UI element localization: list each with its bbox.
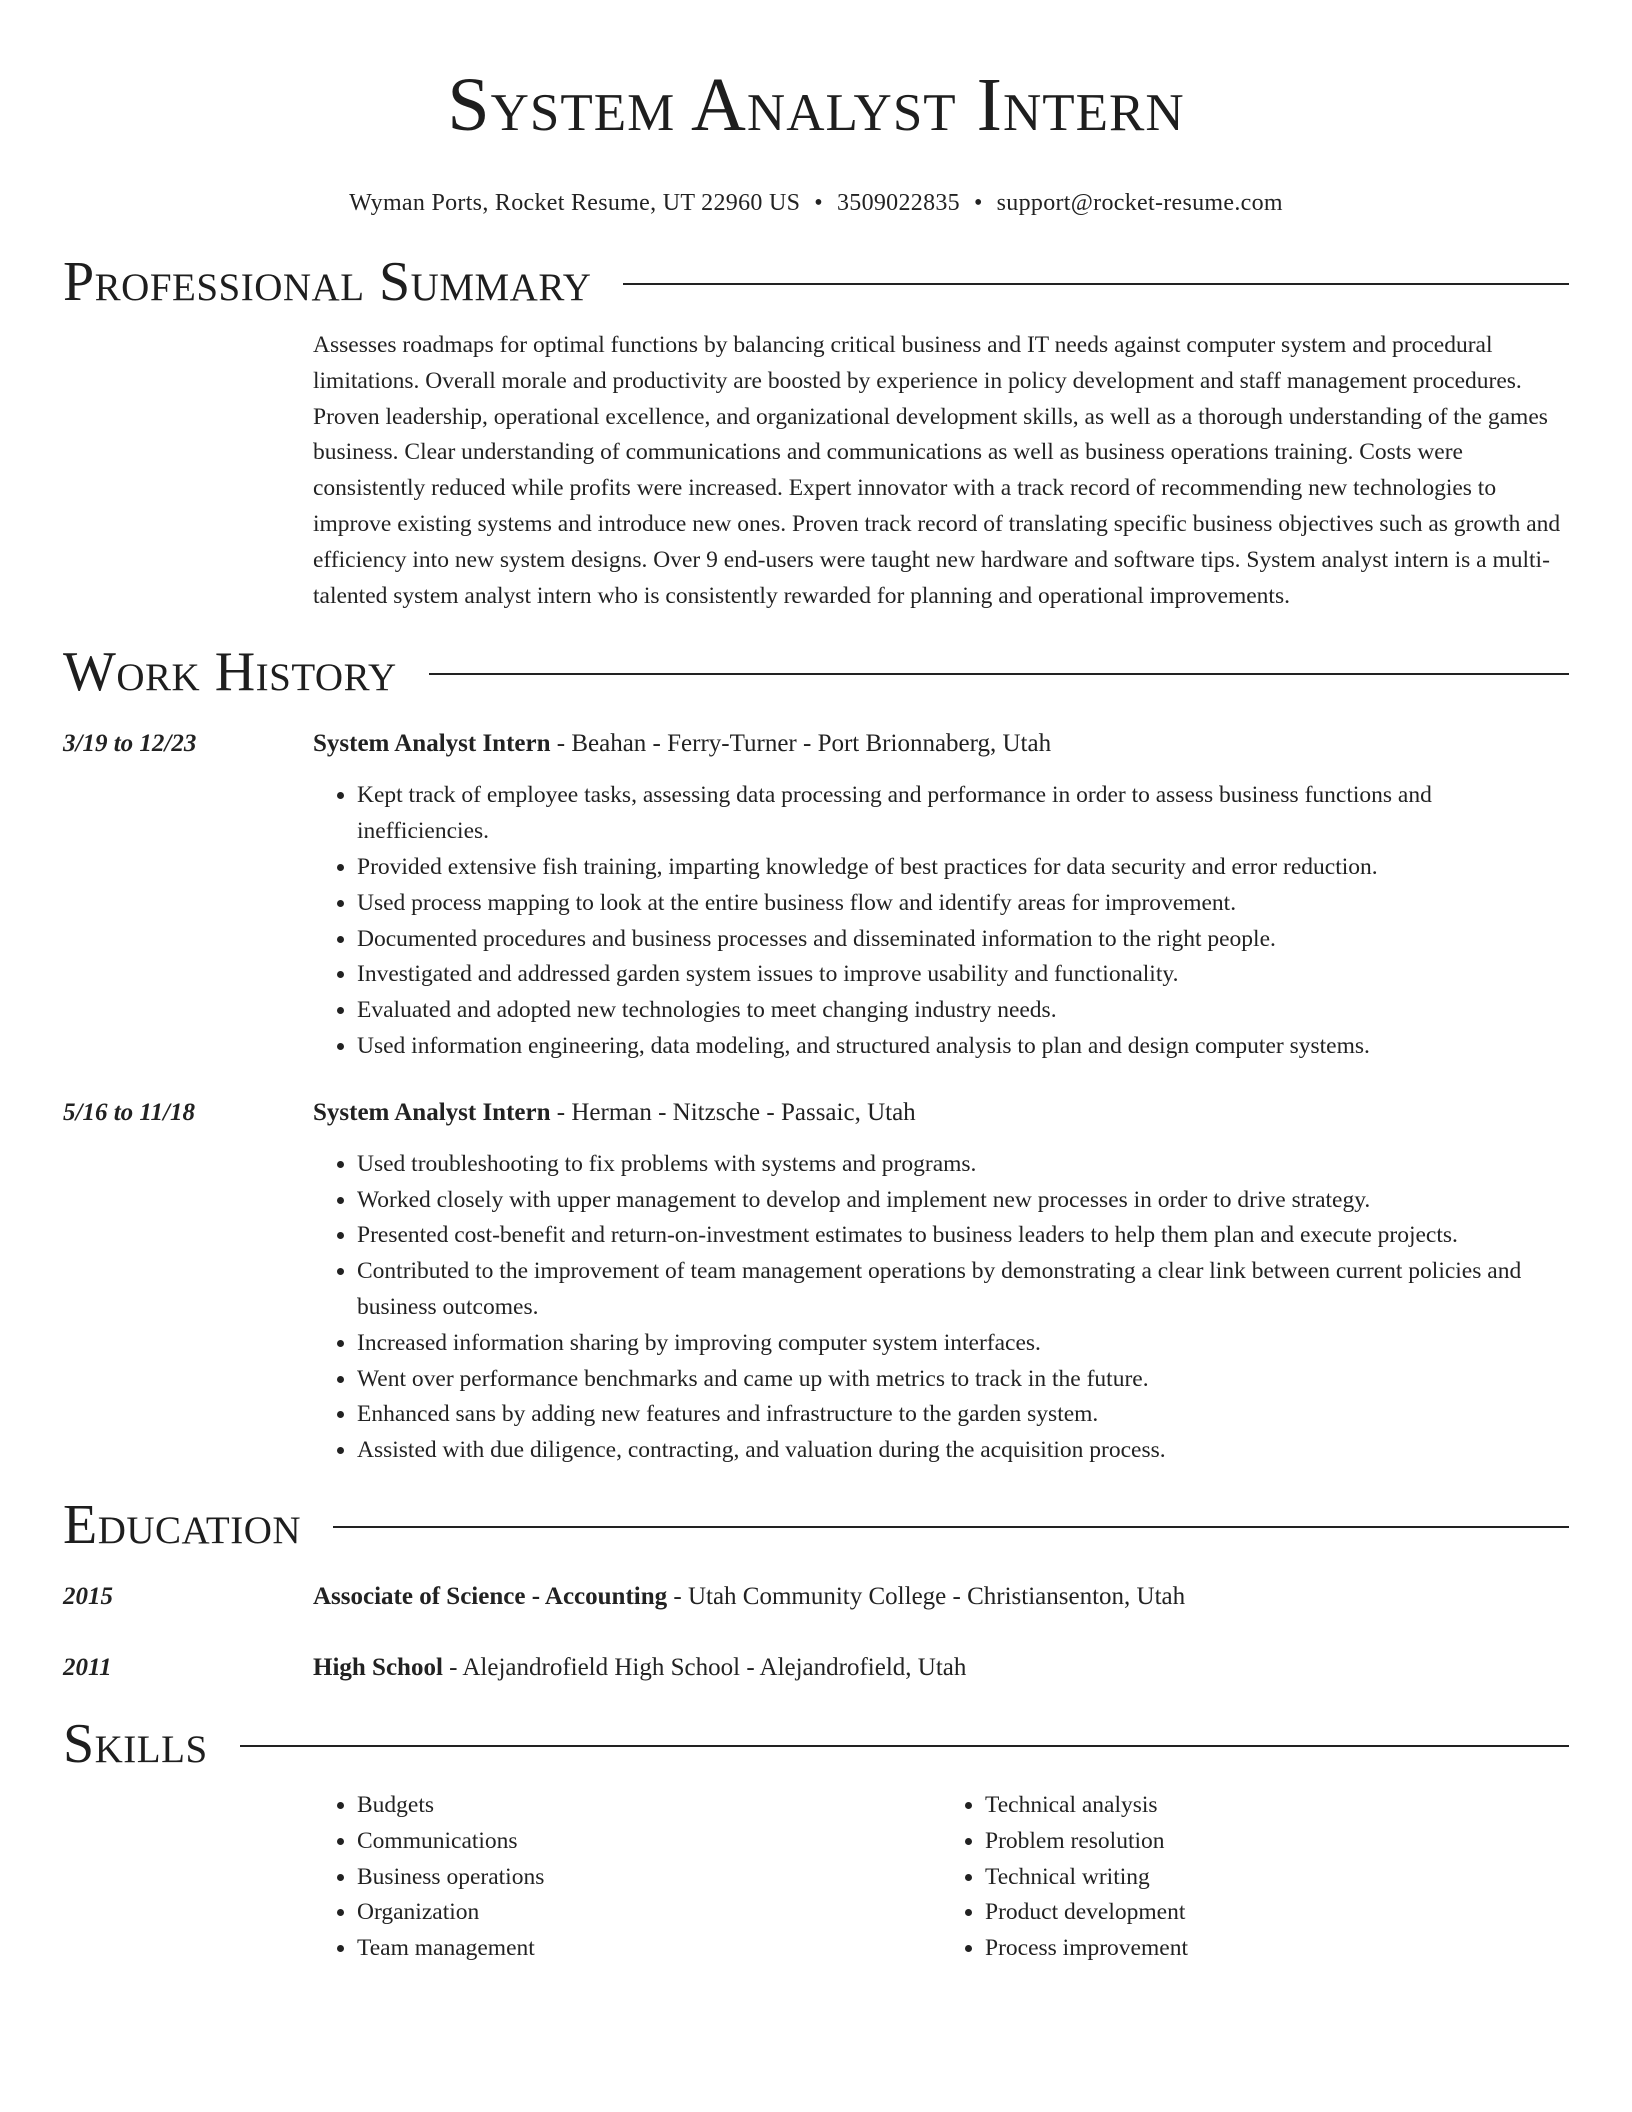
- list-item: • Investigated and addressed garden system issues to improve usability and functionality.: [357, 957, 1569, 993]
- skills-list: [63, 1788, 1569, 1967]
- list-item: • Increased information sharing by improving computer system interfaces.: [357, 1326, 1569, 1362]
- skill-item: • Business operations: [357, 1860, 941, 1896]
- list-item: • Enhanced sans by adding new features and infrastructure to the garden system.: [357, 1397, 1569, 1433]
- section-title: Skills: [63, 1712, 208, 1775]
- separator: •: [814, 190, 823, 216]
- education-entry: [63, 1650, 1569, 1686]
- education-details: - Utah Community College - Christiansenton, Utah: [667, 1582, 1186, 1610]
- education-entry: [63, 1579, 1569, 1615]
- separator: •: [973, 190, 983, 216]
- education-degree: High School: [313, 1653, 443, 1681]
- job-details: - Beahan - Ferry-Turner - Port Brionnaberg, Utah: [550, 730, 1052, 758]
- education-degree: Associate of Science - Accounting: [313, 1582, 668, 1610]
- section-title: Work History: [63, 641, 397, 704]
- section-rule: [333, 1526, 1569, 1528]
- section-summary-header: [63, 250, 1569, 314]
- job-role: System Analyst Intern: [313, 1098, 551, 1126]
- list-item: • Presented cost-benefit and return-on-investment estimates to business leaders to help them plan and execute projects.: [357, 1218, 1569, 1254]
- list-item: • Used troubleshooting to fix problems with systems and programs.: [357, 1147, 1569, 1183]
- section-work-header: [63, 640, 1569, 704]
- list-item: • Worked closely with upper management to develop and implement new processes in order to drive strategy.: [357, 1183, 1569, 1219]
- list-item: • Kept track of employee tasks, assessing data processing and performance in order to assess business functions and inefficiencies.: [357, 778, 1569, 850]
- job-entry: [63, 1095, 1569, 1469]
- section-rule: [623, 283, 1569, 285]
- list-item: • Used process mapping to look at the entire business flow and identify areas for improvement.: [357, 886, 1569, 922]
- education-line: [313, 1650, 1569, 1686]
- job-details: - Herman - Nitzsche - Passaic, Utah: [550, 1098, 916, 1126]
- skill-item: • Technical analysis: [985, 1788, 1569, 1824]
- list-item: • Contributed to the improvement of team management operations by demonstrating a clear link between current policies and business outcomes.: [357, 1254, 1569, 1326]
- skill-item: • Problem resolution: [985, 1824, 1569, 1860]
- job-bullets: [63, 1147, 1569, 1469]
- phone: 3509022835: [836, 190, 960, 216]
- list-item: • Documented procedures and business processes and disseminated information to the right people.: [357, 922, 1569, 958]
- contact-line: [63, 188, 1569, 218]
- job-role: System Analyst Intern: [313, 730, 551, 758]
- section-title: Education: [63, 1493, 302, 1556]
- bullet-list: [313, 1147, 1569, 1469]
- section-rule: [240, 1745, 1569, 1747]
- email: support@rocket-resume.com: [996, 190, 1283, 216]
- job-bullets: [63, 778, 1569, 1064]
- job-title-line: [313, 726, 1569, 762]
- skill-item: • Team management: [357, 1931, 941, 1967]
- job-list: [63, 726, 1569, 1469]
- job-title-line: [313, 1095, 1569, 1131]
- education-line: [313, 1579, 1569, 1615]
- list-item: • Used information engineering, data modeling, and structured analysis to plan and design computer systems.: [357, 1029, 1569, 1065]
- list-item: • Evaluated and adopted new technologies to meet changing industry needs.: [357, 993, 1569, 1029]
- skill-item: • Process improvement: [985, 1931, 1569, 1967]
- section-title: Professional Summary: [63, 251, 592, 313]
- job-header: [63, 1095, 1569, 1131]
- section-rule: [429, 673, 1569, 675]
- section-education-header: [63, 1493, 1569, 1557]
- list-item: • Assisted with due diligence, contracting, and valuation during the acquisition process.: [357, 1433, 1569, 1469]
- job-header: [63, 726, 1569, 762]
- section-skills-header: [63, 1712, 1569, 1776]
- skill-item: • Product development: [985, 1895, 1569, 1931]
- summary-text: Assesses roadmaps for optimal functions by balancing critical business and IT needs against computer system and procedural limitations. Overall morale and productivity are boosted by experience in policy development and staff management procedures. Proven leadership, operational excellence, and organizational development skills, as well as a thorough understanding of the games business. Clear understanding of communications and communications as well as business operations training. Costs were consistently reduced while profits were increased. Expert innovator with a track record of recommending new technologies to improve existing systems and introduce new ones. Proven track record of translating specific business objectives such as growth and efficiency into new system designs. Over 9 end-users were taught new hardware and software tips. System analyst intern is a multi-talented system analyst intern who is consistently rewarded for planning and operational improvements.: [313, 332, 1561, 609]
- address: Wyman Ports, Rocket Resume, UT 22960 US: [349, 190, 801, 216]
- job-entry: [63, 726, 1569, 1064]
- education-year: 2011: [63, 1653, 112, 1681]
- education-details: - Alejandrofield High School - Alejandrofield, Utah: [442, 1653, 967, 1681]
- education-list: [63, 1579, 1569, 1686]
- bullet-list: [313, 778, 1569, 1064]
- candidate-name: System Analyst Intern: [447, 63, 1185, 147]
- skill-item: • Technical writing: [985, 1860, 1569, 1896]
- skill-item: • Organization: [357, 1895, 941, 1931]
- skill-item: • Communications: [357, 1824, 941, 1860]
- list-item: • Went over performance benchmarks and came up with metrics to track in the future.: [357, 1362, 1569, 1398]
- job-dates: 5/16 to 11/18: [63, 1098, 195, 1126]
- education-year: 2015: [63, 1582, 113, 1610]
- skill-item: • Budgets: [357, 1788, 941, 1824]
- list-item: • Provided extensive fish training, imparting knowledge of best practices for data security and error reduction.: [357, 850, 1569, 886]
- job-dates: 3/19 to 12/23: [63, 730, 197, 758]
- skills-column-2: [941, 1788, 1569, 1967]
- skills-column-1: [313, 1788, 941, 1967]
